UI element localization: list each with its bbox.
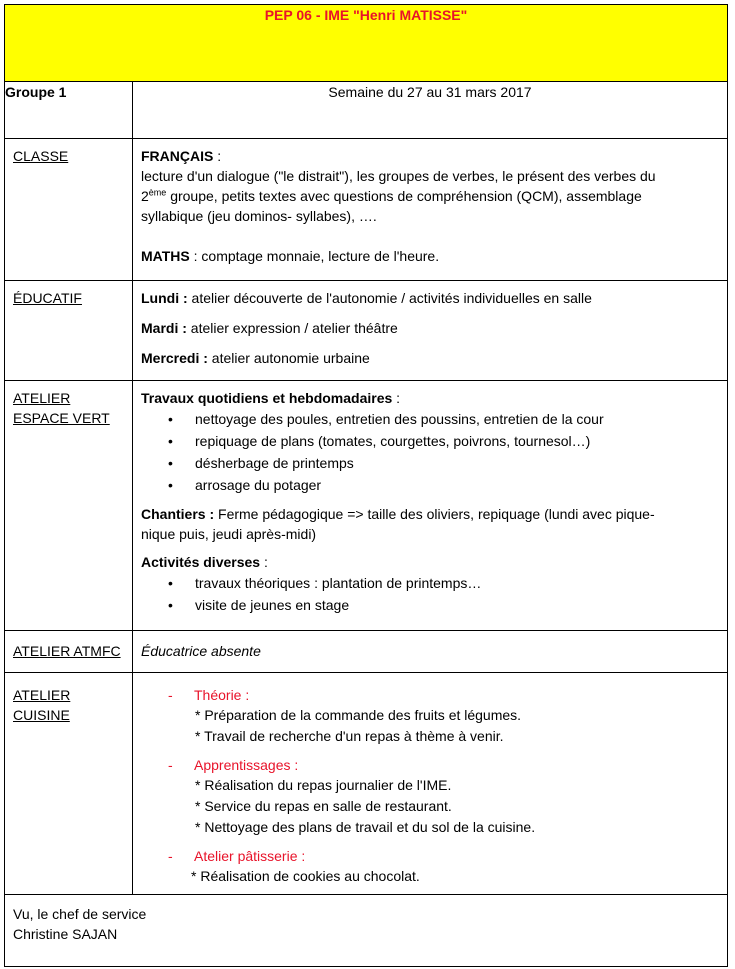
espace-vert-row <box>5 381 728 631</box>
list-item: * Préparation de la commande des fruits et légumes. <box>195 707 522 723</box>
activites-list <box>141 572 713 616</box>
document-title: PEP 06 - IME "Henri MATISSE" <box>5 5 728 82</box>
signature-block <box>5 895 728 967</box>
maths-line: MATHS : comptage monnaie, lecture de l'heure. <box>141 248 440 264</box>
educatif-row <box>5 281 728 381</box>
list-item: • arrosage du potager <box>195 474 713 496</box>
classe-content <box>133 139 728 281</box>
header-row <box>5 82 728 139</box>
francais-line-2: 2ème groupe, petits textes avec questions de compréhension (QCM), assemblage <box>141 187 642 204</box>
footer-row <box>5 895 728 967</box>
atmfc-label-cell <box>5 631 133 673</box>
educatif-label: ÉDUCATIF <box>13 290 82 306</box>
list-item: • nettoyage des poules, entretien des poussins, entretien de la cour <box>195 408 713 430</box>
group-label: Groupe 1 <box>5 82 133 139</box>
chantiers-line-1: Chantiers : Ferme pédagogique => taille des oliviers, repiquage (lundi avec pique- <box>141 506 655 522</box>
travaux-heading: Travaux quotidiens et hebdomadaires : <box>141 390 401 406</box>
atmfc-label: ATELIER ATMFC <box>13 643 121 659</box>
list-item: • visite de jeunes en stage <box>195 594 713 616</box>
atmfc-content <box>133 631 728 673</box>
educatif-content <box>133 281 728 381</box>
cuisine-row <box>5 673 728 895</box>
francais-line-3: syllabique (jeu dominos- syllabes), …. <box>141 208 377 224</box>
francais-heading: FRANÇAIS : <box>141 148 222 164</box>
educatif-row-mercredi: Mercredi : atelier autonomie urbaine <box>141 350 370 366</box>
classe-label: CLASSE <box>13 148 69 164</box>
list-item: * Service du repas en salle de restaurant. <box>195 798 452 814</box>
list-item: • désherbage de printemps <box>195 452 713 474</box>
patisserie-heading: - Atelier pâtisserie : <box>141 846 713 866</box>
signature-title: Vu, le chef de service <box>13 906 147 922</box>
list-item: * Nettoyage des plans de travail et du sol de la cuisine. <box>195 819 536 835</box>
classe-row <box>5 139 728 281</box>
list-item: * Réalisation de cookies au chocolat. <box>191 868 420 884</box>
chantiers-line-2: nique puis, jeudi après-midi) <box>141 526 317 542</box>
espace-vert-label: ATELIER ESPACE VERT <box>13 390 110 426</box>
list-item: • repiquage de plans (tomates, courgettes, poivrons, tournesol…) <box>195 430 713 452</box>
cuisine-label: ATELIER CUISINE <box>13 687 71 723</box>
cuisine-content <box>133 673 728 895</box>
atmfc-row <box>5 631 728 673</box>
classe-label-cell <box>5 139 133 281</box>
list-item: • travaux théoriques : plantation de printemps… <box>195 572 713 594</box>
espace-vert-label-cell <box>5 381 133 631</box>
educatif-row-mardi: Mardi : atelier expression / atelier théâtre <box>141 320 398 336</box>
activites-heading: Activités diverses : <box>141 554 268 570</box>
title-row <box>5 5 728 82</box>
list-item: * Réalisation du repas journalier de l'IME. <box>195 777 452 793</box>
list-item: * Travail de recherche d'un repas à thème à venir. <box>195 728 504 744</box>
atmfc-text: Éducatrice absente <box>141 643 261 659</box>
francais-line-1: lecture d'un dialogue ("le distrait"), les groupes de verbes, le présent des verbes du <box>141 168 656 184</box>
educatif-label-cell <box>5 281 133 381</box>
theorie-heading: - Théorie : <box>141 685 713 705</box>
apprentissages-heading: - Apprentissages : <box>141 755 713 775</box>
cuisine-label-cell <box>5 673 133 895</box>
educatif-row-lundi: Lundi : atelier découverte de l'autonomie / activités individuelles en salle <box>141 290 592 306</box>
signature-name: Christine SAJAN <box>13 926 118 942</box>
schedule-table <box>4 4 728 967</box>
week-title: Semaine du 27 au 31 mars 2017 <box>133 82 728 139</box>
espace-vert-content <box>133 381 728 631</box>
travaux-list <box>141 408 713 496</box>
